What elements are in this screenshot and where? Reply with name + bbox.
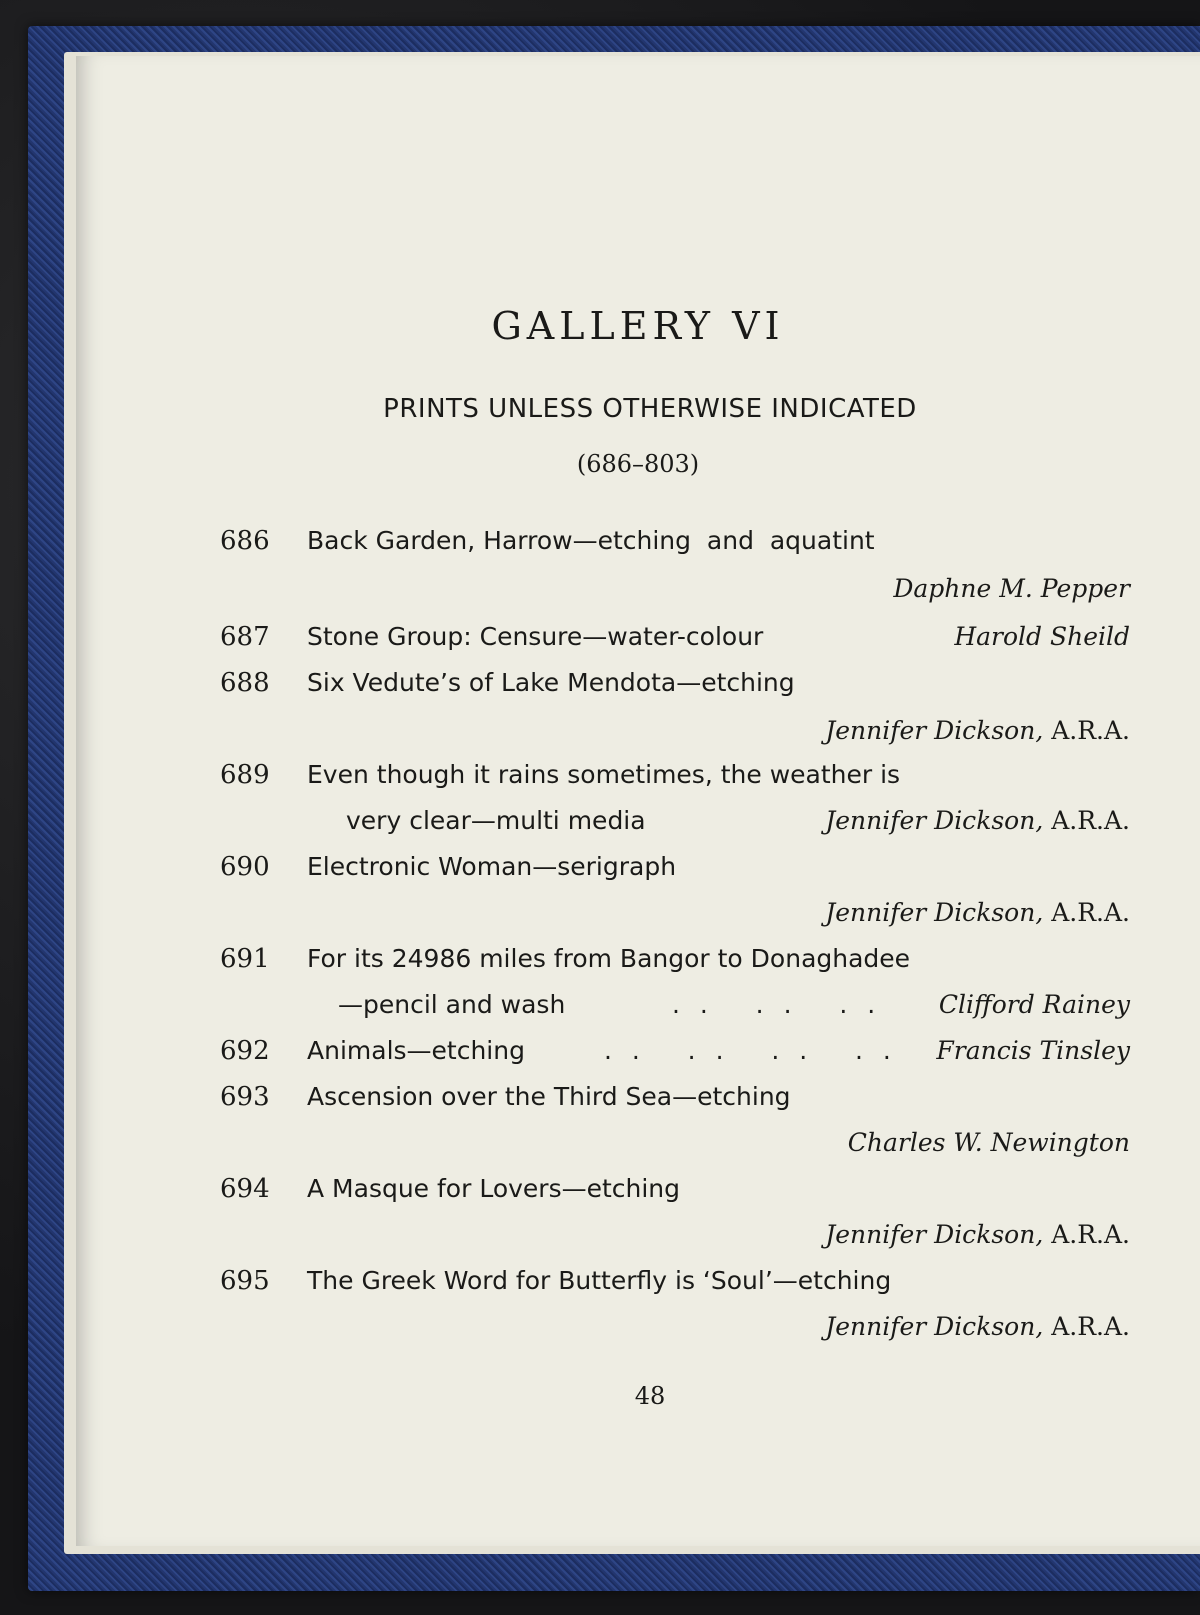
entry-title: Animals—etching <box>307 1036 525 1065</box>
entry-artist <box>936 1036 1130 1065</box>
artist-name: Francis Tinsley <box>936 1036 1130 1065</box>
book-page <box>76 56 1200 1546</box>
artist-name: Jennifer Dickson, <box>825 806 1044 835</box>
artist-name: Jennifer Dickson, <box>825 716 1044 745</box>
entry-artist <box>825 898 1130 927</box>
entry-number: 693 <box>220 1082 270 1112</box>
section-subtitle: PRINTS UNLESS OTHERWISE INDICATED <box>383 394 917 424</box>
artist-honour: A.R.A. <box>1043 898 1130 927</box>
entry-title: Six Vedute’s of Lake Mendota—etching <box>307 668 795 697</box>
entry-title: Ascension over the Third Sea—etching <box>307 1082 791 1111</box>
entry-number: 695 <box>220 1266 270 1296</box>
entry-artist <box>825 1312 1130 1341</box>
artist-name: Harold Sheild <box>954 622 1130 651</box>
catalogue-range: (686–803) <box>576 450 700 478</box>
artist-name: Jennifer Dickson, <box>825 1312 1044 1341</box>
entry-title: Stone Group: Censure—water-colour <box>307 622 764 651</box>
artist-name: Daphne M. Pepper <box>893 574 1130 603</box>
artist-name: Charles W. Newington <box>847 1128 1130 1157</box>
artist-honour: A.R.A. <box>1043 1312 1130 1341</box>
entry-artist <box>825 716 1130 745</box>
entry-number: 690 <box>220 852 270 882</box>
entry-title: The Greek Word for Butterfly is ‘Soul’—etching <box>307 1266 892 1295</box>
entry-artist <box>848 1128 1130 1157</box>
entry-title: Back Garden, Harrow—etching and aquatint <box>307 526 875 555</box>
entry-artist <box>893 574 1130 603</box>
entry-title: A Masque for Lovers—etching <box>307 1174 681 1203</box>
entry-number: 694 <box>220 1174 270 1204</box>
entry-number: 689 <box>220 760 270 790</box>
artist-honour: A.R.A. <box>1043 806 1130 835</box>
entry-artist <box>954 622 1130 651</box>
entry-artist <box>939 990 1130 1019</box>
leader-dots: . . . . . . <box>672 990 882 1019</box>
leader-dots: . . . . . . . . <box>604 1036 897 1065</box>
artist-honour: A.R.A. <box>1043 716 1130 745</box>
entry-artist <box>825 1220 1130 1249</box>
entry-title-continued: very clear—multi media <box>346 806 646 835</box>
artist-name: Clifford Rainey <box>938 990 1130 1019</box>
entry-number: 692 <box>220 1036 270 1066</box>
entry-title-continued: —pencil and wash <box>338 990 566 1019</box>
entry-artist <box>825 806 1130 835</box>
entry-title: For its 24986 miles from Bangor to Donaghadee <box>307 944 911 973</box>
entry-title: Even though it rains sometimes, the weather is <box>307 760 901 789</box>
gallery-title: GALLERY VI <box>491 304 785 348</box>
entry-number: 688 <box>220 668 270 698</box>
page-number: 48 <box>634 1382 666 1410</box>
entry-number: 691 <box>220 944 270 974</box>
entry-title: Electronic Woman—serigraph <box>307 852 677 881</box>
entry-number: 686 <box>220 526 270 556</box>
artist-name: Jennifer Dickson, <box>825 1220 1044 1249</box>
entry-number: 687 <box>220 622 270 652</box>
artist-name: Jennifer Dickson, <box>825 898 1044 927</box>
artist-honour: A.R.A. <box>1043 1220 1130 1249</box>
page-content <box>76 56 1200 1546</box>
